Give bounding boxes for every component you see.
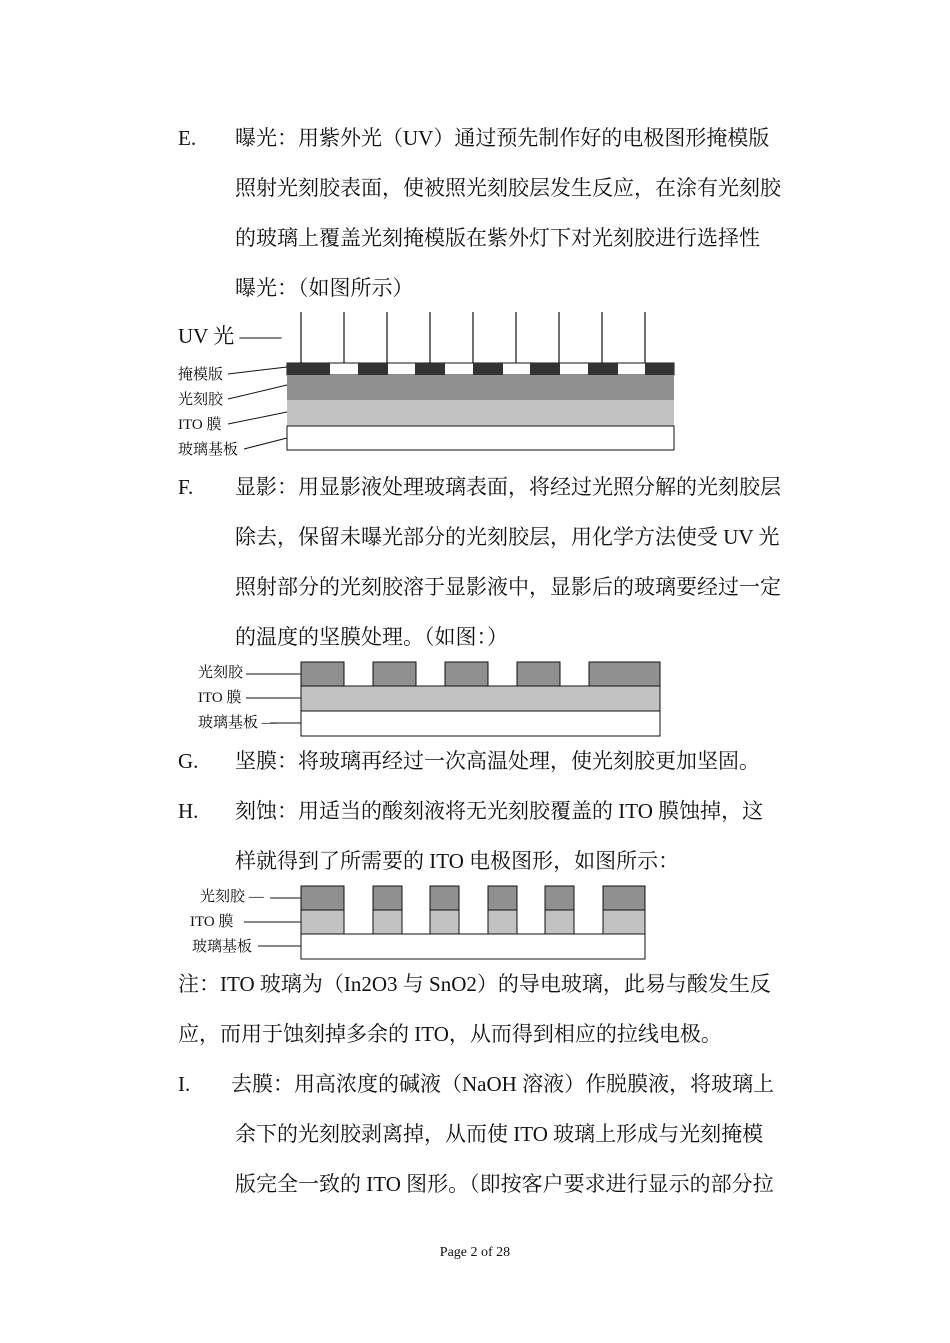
page-footer: Page 2 of 28 <box>439 1245 511 1260</box>
photoresist-block <box>488 886 517 910</box>
glass-substrate-label: 玻璃基板 <box>178 442 239 458</box>
paragraph-line: 去膜：用高浓度的碱液（NaOH 溶液）作脱膜液，将玻璃上 <box>231 1072 775 1096</box>
note-line: 应，而用于蚀刻掉多余的 ITO，从而得到相应的拉线电极。 <box>178 1022 722 1046</box>
photoresist-label: 光刻胶 <box>198 665 244 681</box>
paragraph-line: 除去，保留未曝光部分的光刻胶层，用化学方法使受 UV 光 <box>235 525 780 549</box>
photoresist-block <box>603 886 645 910</box>
ito-block <box>430 910 459 934</box>
paragraph-line: 照射部分的光刻胶溶于显影液中，显影后的玻璃要经过一定 <box>235 575 781 599</box>
paragraph-line: 照射光刻胶表面，使被照光刻胶层发生反应，在涂有光刻胶 <box>235 176 781 200</box>
item-letter: F. <box>178 475 194 499</box>
paragraph-line: 刻蚀：用适当的酸刻液将无光刻胶覆盖的 ITO 膜蚀掉，这 <box>235 799 764 823</box>
ito-block <box>488 910 517 934</box>
ito-block <box>603 910 645 934</box>
paragraph-line: 显影：用显影液处理玻璃表面，将经过光照分解的光刻胶层 <box>235 475 781 499</box>
photoresist-label: 光刻胶 — <box>200 889 264 905</box>
photoresist-label: 光刻胶 <box>178 392 224 408</box>
paragraph-line: 坚膜：将玻璃再经过一次高温处理，使光刻胶更加坚固。 <box>235 749 760 773</box>
glass-layer <box>301 934 645 959</box>
ito-block <box>301 910 344 934</box>
photoresist-block <box>545 886 574 910</box>
item-letter: H. <box>178 799 199 823</box>
paragraph-line: 曝光：（如图所示） <box>235 276 414 300</box>
ito-block <box>373 910 402 934</box>
ito-block <box>545 910 574 934</box>
glass-substrate-label: 玻璃基板 <box>192 939 253 955</box>
item-letter: G. <box>178 749 199 773</box>
paragraph-line: 样就得到了所需要的 ITO 电极图形，如图所示： <box>235 849 680 873</box>
item-letter: E. <box>178 126 197 150</box>
paragraph-line: 版完全一致的 ITO 图形。（即按客户要求进行显示的部分拉 <box>235 1172 774 1196</box>
uv-light-label: UV 光 —— <box>178 324 282 348</box>
mask-label: 掩模版 <box>178 367 224 383</box>
ito-film-label: ITO 膜 <box>178 417 222 433</box>
ito-film-label: ITO 膜 <box>190 914 234 930</box>
note-line: 注：ITO 玻璃为（In2O3 与 SnO2）的导电玻璃，此易与酸发生反 <box>178 972 771 996</box>
photoresist-block <box>301 886 344 910</box>
glass-substrate-label: 玻璃基板 — <box>198 715 277 731</box>
photoresist-block <box>373 886 402 910</box>
item-letter: I. <box>178 1072 191 1096</box>
paragraph-line: 的温度的坚膜处理。（如图：） <box>235 625 508 649</box>
photoresist-block <box>430 886 459 910</box>
paragraph-line: 余下的光刻胶剥离掉，从而使 ITO 玻璃上形成与光刻掩模 <box>235 1122 764 1146</box>
paragraph-line: 的玻璃上覆盖光刻掩模版在紫外灯下对光刻胶进行选择性 <box>235 226 760 250</box>
paragraph-line: 曝光：用紫外光（UV）通过预先制作好的电极图形掩模版 <box>235 126 770 150</box>
ito-film-label: ITO 膜 <box>198 690 242 706</box>
